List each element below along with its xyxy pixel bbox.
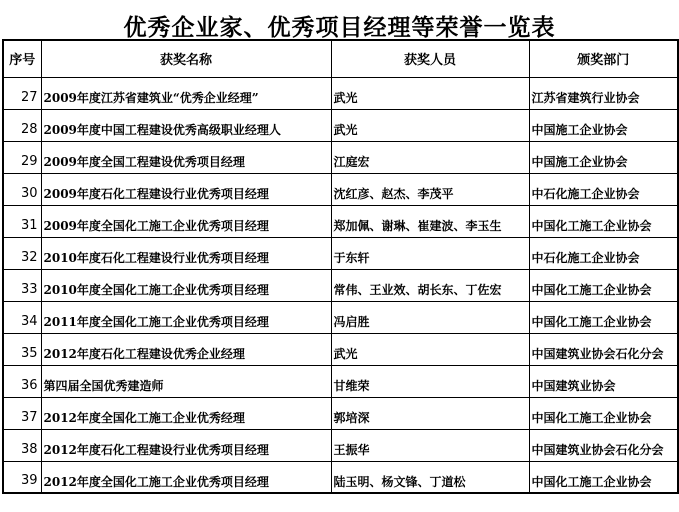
cell-serial: 31 bbox=[3, 205, 41, 237]
cell-award: 2009年度江苏省建筑业“优秀企业经理” bbox=[41, 77, 331, 109]
cell-people: 于东轩 bbox=[331, 237, 529, 269]
table-row bbox=[3, 109, 678, 141]
cell-dept: 中国化工施工企业协会 bbox=[529, 205, 678, 237]
cell-people: 郭培深 bbox=[331, 397, 529, 429]
table-row bbox=[3, 397, 678, 429]
cell-dept: 中国施工企业协会 bbox=[529, 141, 678, 173]
cell-dept: 中国化工施工企业协会 bbox=[529, 397, 678, 429]
cell-serial: 39 bbox=[3, 461, 41, 493]
cell-award: 2009年度全国化工施工企业优秀项目经理 bbox=[41, 205, 331, 237]
cell-serial: 37 bbox=[3, 397, 41, 429]
table-row bbox=[3, 333, 678, 365]
cell-award: 2009年度中国工程建设优秀高级职业经理人 bbox=[41, 109, 331, 141]
cell-people: 甘维荣 bbox=[331, 365, 529, 397]
cell-dept: 中国化工施工企业协会 bbox=[529, 461, 678, 493]
cell-serial: 32 bbox=[3, 237, 41, 269]
cell-serial: 33 bbox=[3, 269, 41, 301]
cell-people: 郑加佩、谢琳、崔建波、李玉生 bbox=[331, 205, 529, 237]
cell-serial: 38 bbox=[3, 429, 41, 461]
table-row bbox=[3, 461, 678, 493]
cell-serial: 36 bbox=[3, 365, 41, 397]
header-award-name: 获奖名称 bbox=[41, 40, 331, 77]
table-row bbox=[3, 429, 678, 461]
table-row bbox=[3, 301, 678, 333]
cell-serial: 27 bbox=[3, 77, 41, 109]
cell-people: 沈红彦、赵杰、李茂平 bbox=[331, 173, 529, 205]
cell-award: 2012年度石化工程建设优秀企业经理 bbox=[41, 333, 331, 365]
table-row bbox=[3, 205, 678, 237]
cell-dept: 中国建筑业协会石化分会 bbox=[529, 429, 678, 461]
table-row bbox=[3, 77, 678, 109]
cell-dept: 中石化施工企业协会 bbox=[529, 237, 678, 269]
header-serial: 序号 bbox=[3, 40, 41, 77]
cell-serial: 29 bbox=[3, 141, 41, 173]
cell-award: 第四届全国优秀建造师 bbox=[41, 365, 331, 397]
cell-award: 2012年度全国化工施工企业优秀项目经理 bbox=[41, 461, 331, 493]
cell-dept: 中国化工施工企业协会 bbox=[529, 269, 678, 301]
cell-people: 王振华 bbox=[331, 429, 529, 461]
cell-award: 2012年度石化工程建设行业优秀项目经理 bbox=[41, 429, 331, 461]
table-row bbox=[3, 173, 678, 205]
cell-serial: 28 bbox=[3, 109, 41, 141]
cell-award: 2011年度全国化工施工企业优秀项目经理 bbox=[41, 301, 331, 333]
header-award-dept: 颁奖部门 bbox=[529, 40, 678, 77]
cell-people: 常伟、王业效、胡长东、丁佐宏 bbox=[331, 269, 529, 301]
cell-people: 武光 bbox=[331, 333, 529, 365]
table-row bbox=[3, 141, 678, 173]
cell-serial: 35 bbox=[3, 333, 41, 365]
cell-award: 2009年度全国工程建设优秀项目经理 bbox=[41, 141, 331, 173]
cell-people: 陆玉明、杨文锋、丁道松 bbox=[331, 461, 529, 493]
cell-dept: 中国施工企业协会 bbox=[529, 109, 678, 141]
cell-award: 2010年度全国化工施工企业优秀项目经理 bbox=[41, 269, 331, 301]
cell-dept: 中国化工施工企业协会 bbox=[529, 301, 678, 333]
table-row bbox=[3, 269, 678, 301]
cell-award: 2009年度石化工程建设行业优秀项目经理 bbox=[41, 173, 331, 205]
cell-award: 2012年度全国化工施工企业优秀经理 bbox=[41, 397, 331, 429]
cell-serial: 34 bbox=[3, 301, 41, 333]
table-row bbox=[3, 237, 678, 269]
cell-dept: 中国建筑业协会 bbox=[529, 365, 678, 397]
cell-award: 2010年度石化工程建设行业优秀项目经理 bbox=[41, 237, 331, 269]
cell-serial: 30 bbox=[3, 173, 41, 205]
honor-table bbox=[2, 39, 679, 494]
table-row bbox=[3, 365, 678, 397]
cell-dept: 中国建筑业协会石化分会 bbox=[529, 333, 678, 365]
cell-dept: 中石化施工企业协会 bbox=[529, 173, 678, 205]
cell-dept: 江苏省建筑行业协会 bbox=[529, 77, 678, 109]
cell-people: 冯启胜 bbox=[331, 301, 529, 333]
cell-people: 武光 bbox=[331, 109, 529, 141]
header-row bbox=[3, 40, 678, 77]
cell-people: 武光 bbox=[331, 77, 529, 109]
cell-people: 江庭宏 bbox=[331, 141, 529, 173]
header-award-people: 获奖人员 bbox=[331, 40, 529, 77]
page-title: 优秀企业家、优秀项目经理等荣誉一览表 bbox=[123, 14, 556, 41]
